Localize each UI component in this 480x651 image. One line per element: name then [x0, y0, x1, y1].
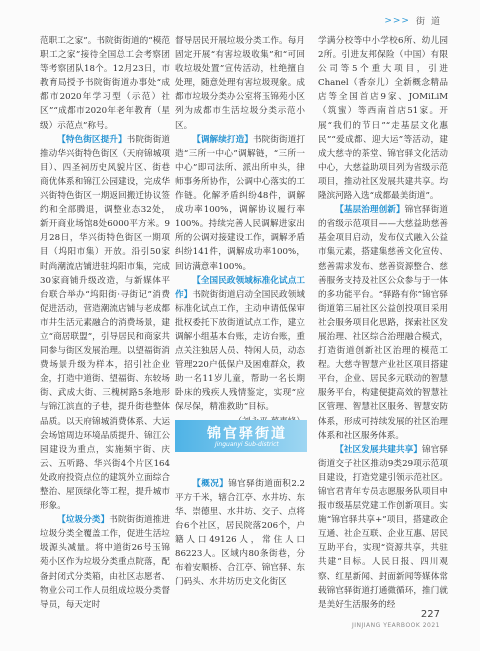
paragraph-text: 学满分校等中小学校6所、幼儿园2所。引进友邦保险（中国）有限公司等5个重大项目，引进Chanel（香奈儿）全新概念精品店等全国首店9家、JOMiLiM（筑蜜）等西南首店51家。开展“我们的节日”“走基层文化惠民”“爱成都、迎大运”等活动，建成大慈寺的茶堂、锦官驿文化活动中心，大慈益助项目列为省级示范项目，推动社区发展共建共享。均隆滨河路入选“成都最美街道”。: [318, 36, 448, 202]
paragraph-text: 范职工之家”。书院街街道的“模范职工之家”接待全国总工会考察团等考察团队18个。12月23日，市教育局授予书院街街道办事处“成都市2020年学习型（示范）社区”“成都市2020年老年教育（星级）示范点”称号。: [40, 36, 170, 131]
paragraph-text: 锦官驿街道交子社区推动9类29项示范项目建设，打造党建引领示范社区。锦官君青年专员志愿服务队项目申报市级基层党建工作创新项目。实施“锦官驿共享+”项目，搭建政企互通、社企互联、企业互惠、居民互助平台，实现“资源共享，共驻共建”目标。人民日报、四川观察、红星新闻、封面新闻等媒体常载锦官驿街道打通微循环，推门就是美好生活服务的经: [318, 444, 448, 610]
journal-name: JINJIANG YEARBOOK 2021: [351, 622, 440, 629]
section-heading: 【概况】: [192, 478, 229, 489]
paragraph-text: 锦官驿街道面积2.2平方千米，辖合江亭、水井坊、东华、崇德里、水井坊、交子、点将台6个社区，居民院落206个，户籍人口49126人，常住人口86223人。区域内80条街巷，分布着安顺桥、合江亭、锦官驿、东门码头、水井坊历史文化街区: [175, 478, 305, 588]
paragraph: [175, 34, 305, 133]
text-column-3: [318, 34, 448, 612]
page-number: 227: [420, 609, 440, 620]
header-arrows: >>>: [384, 15, 410, 26]
paragraph-text: 书院街街道打造“三所一中心”调解链，“三所一中心”即司法所、派出所申头，律师事务所协作，公调中心落实的工作链。化解矛盾纠纷48件，调解成功率100%，调解协议履行率100%。持续完善人民调解进家出所的公调对接建设工作，调解矛盾纠纷141件，调解成功率100%，回访满意率100%。: [175, 134, 305, 272]
paragraph: [40, 133, 170, 514]
section-heading: 【特色街区提升】: [57, 134, 127, 145]
section-heading: 【全国民政领域标准化试点工作】: [175, 275, 305, 300]
section-banner: [175, 420, 307, 452]
section-heading: 【调解续打造】: [192, 134, 253, 145]
text-column-2: [175, 34, 305, 589]
section-heading: 【基层治理创新】: [335, 205, 405, 216]
banner-subtitle: Jinguanyi Sub-district: [215, 441, 279, 448]
header-word-2: 道: [430, 17, 440, 27]
paragraph-text: 锦官驿街道的省级示范项目——大慈益助慈善基金项目启动，发布仪式融入公益市集元素，搭建集慈善文化宣传、慈善需求发布、慈善资源整合、慈善服务支持及社区公众参与于一体的多功能平台。“驿路有你”锦官驿街道第三届社区公益创投项目采用社会服务项目化思路，探索社区发展治理、社区综合治理融合模式，打造街道创新社区治理的模范工程。大慈寺智慧产业社区项目搭建平台，企业、居民多元联动的智慧服务平台，构建便捷高效的智慧社区管理、智慧社区服务、智慧安防体系，形成可持续发展的社区治理体系和社区服务体系。: [318, 205, 448, 441]
banner-title: 锦官驿街道: [207, 426, 287, 442]
paragraph: [175, 274, 305, 415]
paragraph-text: 督导居民开展垃圾分类工作。每月固定开展“有害垃圾收集”和“可回收垃圾处置”宣传活动，杜绝擅自处理，随意处理有害垃圾现象。成都市垃圾分类办公室将玉锦苑小区列为成都市生活垃圾分类示范小区。: [175, 36, 305, 131]
header-word-1: 街: [415, 17, 425, 27]
text-column-1: [40, 34, 170, 612]
paragraph: [318, 34, 448, 203]
paragraph: [318, 203, 448, 443]
section-heading: 【垃圾分类】: [57, 515, 110, 526]
paragraph: [40, 34, 170, 133]
paragraph: [318, 443, 448, 612]
paragraph-text: 书院街街道推进垃圾分类全覆盖工作，促进生活垃圾源头减量。将中道街26号玉锦苑小区作为垃圾分类重点院落，配备封闭式分类箱，由社区志愿者、物业公司工作人员组成垃圾分类督导员，每天定时: [40, 515, 170, 610]
paragraph-text: 书院街街道推动华兴街特色街区（天府锦城项目）、四圣祠历史风貌片区、街巷商优体系和锦江公园建设，完成华兴街特色街区一期返回搬迁协议签约和全部腾退，调整业态32处，新开商业场馆8处6000平方米。9月28日，华兴街特色街区一期项目（坞阳市集）开放。沿引50家时尚潮流店铺进驻坞阳市集，完成30家商铺升级改造，与新媒体平台联合举办“坞阳街·寻街记”消费促进活动，营造潮流店铺与老成都市井生活元素融合的消费场景，建立“商居联盟”，引导居民和商家共同参与街区发展治理。以望福街消费场景升级为样本，招引社企业金，打造中道街、望福街、东较场街、武成大街、三槐树路5条地形与锦江滨直的子巷，提升街巷整体品质。以天府锦城消费体系、大运会场馆周边环境品质提升、锦江公园建设为重点，实施频宇街、庆云、五听路、华兴街4个片区164处政府投资点位的建筑外立面综合整治、屋顶绿化等工程，提升城市形象。: [40, 134, 170, 512]
paragraph: [40, 513, 170, 612]
paragraph: [175, 133, 305, 274]
paragraph: [175, 477, 305, 590]
page-header: [384, 14, 440, 27]
paragraph-text: 书院街街道启动全国民政领域标准化试点工作，主动申请低保审批权委托下放街道试点工作，建立调解小组基本台账，走访台账，重点关注独居人员、特闲人员，动态管理220户低保户及困难群众，救助一名11岁儿童，帮助一名长期卧床的残疾人残情鉴定，实现“应保尽保，精准救助”目标。: [175, 289, 305, 413]
section-heading: 【社区发展共建共享】: [335, 444, 423, 455]
